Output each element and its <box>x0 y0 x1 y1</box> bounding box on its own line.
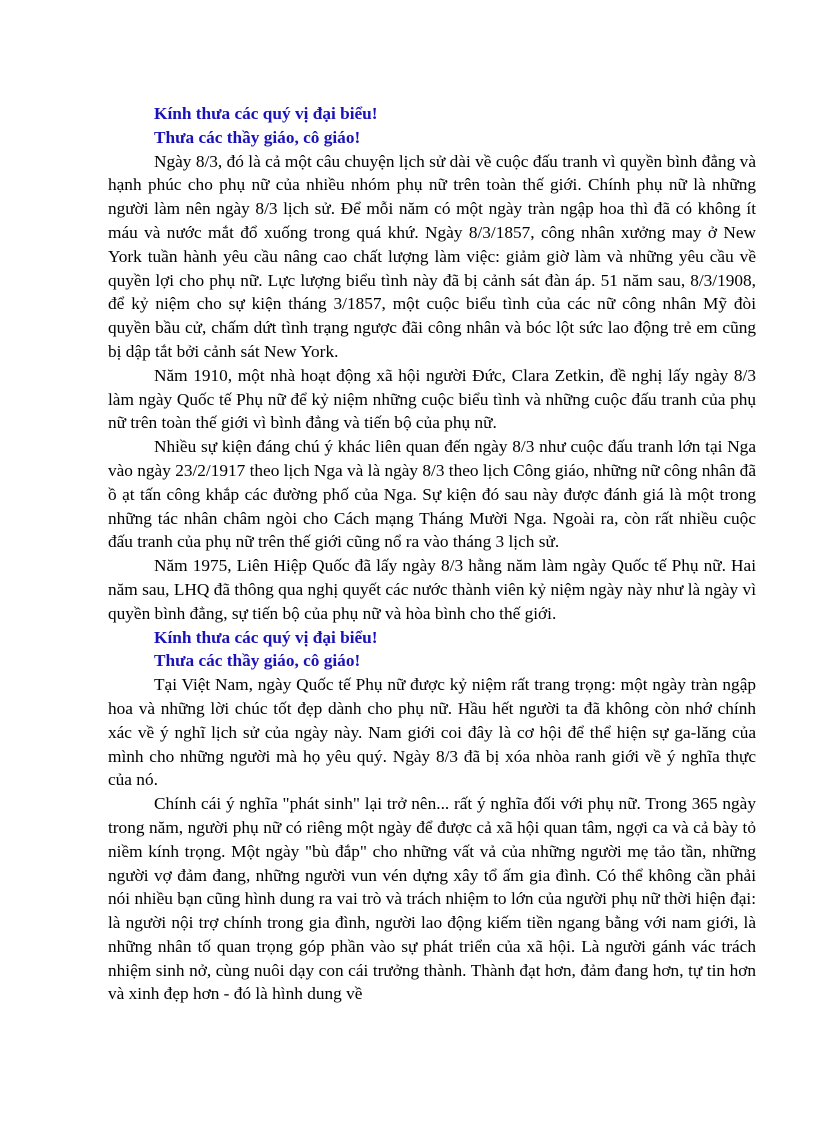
body-paragraph: Tại Việt Nam, ngày Quốc tế Phụ nữ được kỷ niệm rất trang trọng: một ngày tràn ngập hoa và những lời chúc tốt đẹp dành cho phụ nữ. Hầu hết người ta đã không còn nhớ chính xác về ý nghĩ lịch sử của ngày này. Nam giới coi đây là cơ hội để thể hiện sự ga-lăng của mình cho những người mà họ yêu quý. Ngày 8/3 đã bị xóa nhòa ranh giới về ý nghĩa thực của nó. <box>108 675 756 790</box>
body-paragraph: Năm 1910, một nhà hoạt động xã hội người Đức, Clara Zetkin, đề nghị lấy ngày 8/3 làm ngày Quốc tế Phụ nữ để kỷ niệm những cuộc biểu tình và những cuộc đấu tranh của phụ nữ trên toàn thế giới vì bình đẳng và tiến bộ của phụ nữ. <box>108 365 756 433</box>
body-paragraph: Chính cái ý nghĩa "phát sinh" lại trở nên... rất ý nghĩa đối với phụ nữ. Trong 365 ngày trong năm, người phụ nữ có riêng một ngày để được cả xã hội quan tâm, ngợi ca và cả bày tỏ niềm kính trọng. Một ngày "bù đắp" cho những vất vả của những người mẹ tảo tần, những người vợ đảm đang, những người vun vén dựng xây tổ ấm gia đình. Có thể không cần phải nói nhiều bạn cũng hình dung ra vai trò và trách nhiệm to lớn của người phụ nữ thời hiện đại: là người nội trợ chính trong gia đình, người lao động kiếm tiền ngang bằng với nam giới, là những nhân tố quan trọng góp phần vào sự phát triển của xã hội. Là người gánh vác trách nhiệm sinh nở, cùng nuôi dạy con cái trưởng thành. Thành đạt hơn, đảm đang hơn, tự tin hơn và xinh đẹp hơn - đó là hình dung về <box>108 794 756 1004</box>
greeting-line: Thưa các thầy giáo, cô giáo! <box>154 127 361 147</box>
body-paragraph: Ngày 8/3, đó là cả một câu chuyện lịch sử dài về cuộc đấu tranh vì quyền bình đẳng và hạnh phúc cho phụ nữ của nhiều nhóm phụ nữ trên toàn thế giới. Chính phụ nữ là những người làm nên ngày 8/3 lịch sử. Để mỗi năm có một ngày tràn ngập hoa thì đã có không ít máu và nước mắt đổ xuống trong quá khứ. Ngày 8/3/1857, công nhân xưởng may ở New York tuần hành yêu cầu nâng cao chất lượng làm việc: giảm giờ làm và những yêu cầu về quyền lợi cho phụ nữ. Lực lượng biểu tình này đã bị cảnh sát đàn áp. 51 năm sau, 8/3/1908, để kỷ niệm cho sự kiện tháng 3/1857, một cuộc biểu tình của các nữ công nhân Mỹ đòi quyền bầu cử, chấm dứt tình trạng ngược đãi công nhân và bóc lột sức lao động trẻ em cũng bị dập tắt bởi cảnh sát New York. <box>108 151 756 361</box>
body-paragraph: Nhiều sự kiện đáng chú ý khác liên quan đến ngày 8/3 như cuộc đấu tranh lớn tại Nga vào ngày 23/2/1917 theo lịch Nga và là ngày 8/3 theo lịch Công giáo, những nữ công nhân đã ồ ạt tấn công khắp các đường phố của Nga. Sự kiện đó sau này được đánh giá là một trong những tác nhân châm ngòi cho Cách mạng Tháng Mười Nga. Ngoài ra, còn rất nhiều cuộc đấu tranh của phụ nữ trên thế giới cũng nổ ra vào tháng 3 lịch sử. <box>108 437 756 552</box>
greeting-line: Kính thưa các quý vị đại biểu! <box>154 627 378 647</box>
document-page <box>108 102 756 1006</box>
body-paragraph: Năm 1975, Liên Hiệp Quốc đã lấy ngày 8/3 hằng năm làm ngày Quốc tế Phụ nữ. Hai năm sau, LHQ đã thông qua nghị quyết các nước thành viên kỷ niệm ngày này như là ngày vì quyền bình đẳng, sự tiến bộ của phụ nữ và hòa bình cho thế giới. <box>108 556 756 623</box>
greeting-line: Kính thưa các quý vị đại biểu! <box>154 104 378 123</box>
greeting-line: Thưa các thầy giáo, cô giáo! <box>154 651 361 671</box>
